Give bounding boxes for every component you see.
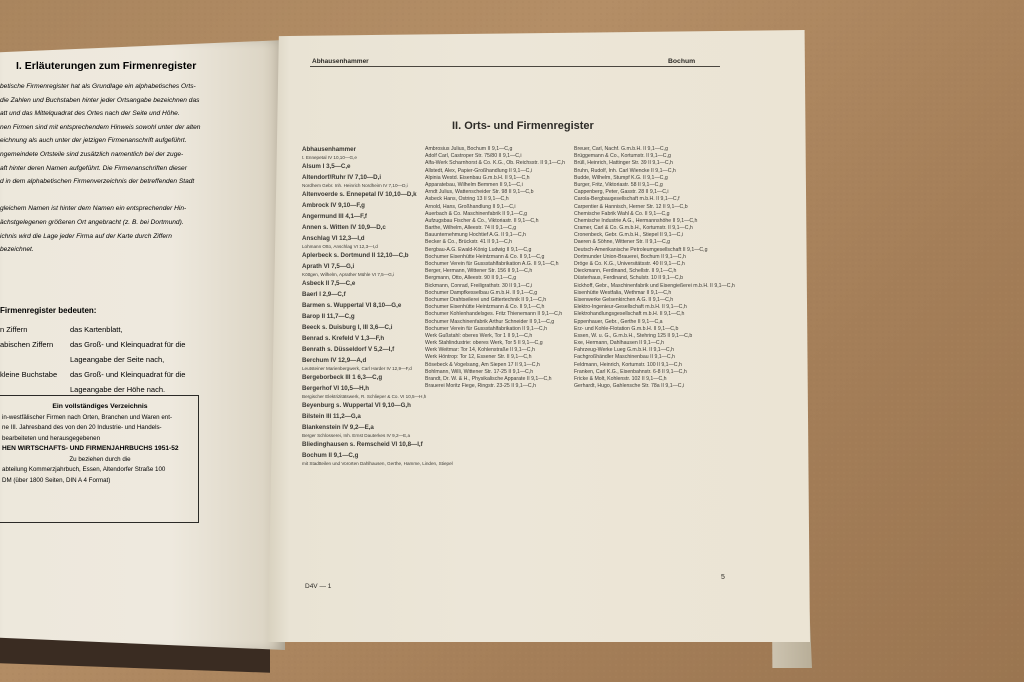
firm-entry: Brandt, Dr. W. & H., Physikalische Apparate II 9,1—C,h [425, 376, 552, 382]
legend-row [0, 352, 280, 367]
place-firm-entry: mit Stadtteilen und Vororten Dahlhausen, Gerthe, Hamme, Linden, Stiepel [302, 461, 453, 466]
place-entry: Aplerbeck s. Dortmund II 12,10—C,b [302, 252, 409, 259]
place-entry: Benrath s. Düsseldorf V 5,2—I,f [302, 346, 395, 353]
place-entry: Angermund III 4,1—F,f [302, 213, 367, 220]
firm-entry: Werk Gußstahl: oberes Werk, Tor 1 II 9,1—C,h [425, 332, 533, 339]
place-firm-entry: Bergischer Elektrizitätswerk, R. Schlieper & Co. VI 10,5—H,h [302, 394, 427, 399]
intro-line: gleichem Namen ist hinter dem Namen ein entsprechender Hin- [0, 205, 187, 213]
notice-yearbook-title: HEN WIRTSCHAFTS- UND FIRMENJAHRBUCHS 1951-52 [2, 445, 179, 452]
notice-line: ne III. Jahresband des von den 20 Industrie- und Handels- [2, 424, 162, 431]
firms-column-a [425, 146, 573, 390]
firm-entry: Breuer, Carl, Nachf. G.m.b.H. II 9,1—C,g [574, 146, 668, 152]
notice-order-line: abteilung Kommerzjahrbuch, Essen, Altendorfer Straße 100 [2, 466, 166, 473]
place-entry: Bergeborbeck III 1 6,3—C,g [302, 374, 383, 381]
firm-entry: Eisenhütte Westfalia, Wethmar II 9,1—C,h [574, 289, 672, 296]
firm-entry: Dröge & Co. K.G., Universitätsstr. 40 II 9,1—C,h [574, 261, 685, 267]
firms-column-b [574, 146, 735, 390]
place-firm-entry: t. Ennepetal IV 10,10—G,e [302, 155, 357, 160]
firm-entry: Arndt Julius, Wattenscheider Str. 98 II 9,1—C,b [425, 189, 534, 196]
register-legend [0, 322, 280, 397]
place-entry: Ambrock IV 9,10—F,g [302, 202, 365, 209]
left-page-intro [0, 80, 272, 257]
firm-entry: Fricke & Molt, Kohlenstr. 102 II 9,1—C,h [574, 376, 667, 382]
notice-line: bearbeiteten und herausgegebenen [2, 434, 101, 442]
intro-line: att und das Mittelquadrat des Ortes nach der Seite und Höhe. [0, 110, 180, 118]
place-firm-entry: Leutsteiner Marienbergwerk, Carl Harder IV 12,9—F,d [302, 366, 412, 371]
left-page-title: I. Erläuterungen zum Firmenregister [16, 60, 197, 72]
place-entry: Bergerhof VI 10,5—H,h [302, 385, 370, 392]
place-firm-entry: Nordhem Gebr. Inh. Heinrich Nordheim IV 7,10—D,i [302, 183, 408, 188]
firm-entry: Bochumer Eisenhütte Heintzmann & Co. II 9,1—C,g [425, 253, 545, 260]
legend-definition: Lageangabe der Seite nach, [70, 355, 165, 364]
place-entry: Berchum IV 12,9—A,d [302, 357, 367, 364]
firm-entry: Bochumer Eisenhütte Heintzmann & Co. II 9,1—C,h [425, 304, 545, 311]
place-entry: Baerl I 2,9—C,f [302, 291, 346, 298]
firm-entry: Chemische Industrie A.G., Hermannshöhe II 9,1—C,h [574, 217, 698, 224]
firm-entry: Bösebeck & Vogelsang, Am Siepen 17 II 9,1—C,h [425, 361, 540, 368]
firm-entry: Franken, Carl K.G., Eisenbahnstr. 6-8 II 9,1—C,h [574, 368, 687, 375]
header-rule [310, 66, 720, 67]
place-entry: Beeck s. Duisburg I, III 3,6—C,i [302, 324, 393, 331]
legend-term [0, 352, 70, 367]
firm-entry: Bochumer Dampfkesselbau G.m.b.H. II 9,1—C,g [425, 289, 538, 296]
firm-entry: Elektro-Ingenieur-Gesellschaft m.b.H. II 9,1—C,h [574, 304, 687, 311]
register-title: II. Orts- und Firmenregister [452, 120, 594, 132]
firm-entry: Allstedt, Alex, Papier-Großhandlung II 9,1—C,i [425, 167, 532, 174]
firm-entry: Carola-Bergbaugesellschaft m.b.H. II 9,1—C,f [574, 196, 680, 203]
notice-order-line: Zu beziehen durch die [69, 455, 131, 463]
intro-line: ichnis wird die Lage jeder Firma auf der Karte durch Ziffern [0, 232, 172, 240]
firm-entry: Brüll, Heinrich, Hattinger Str. 39 II 9,1—C,h [574, 160, 673, 167]
firm-entry: Carpentier & Hannisch, Herner Str. 12 II 9,1—C,b [574, 203, 688, 210]
firm-entry: Düsterhaus, Ferdinand, Schulstr. 10 II 9,1—C,b [574, 275, 683, 282]
firm-entry: Burger, Fritz, Viktoriastr. 58 II 9,1—C,g [574, 181, 663, 188]
firm-entry: Adolf Carl, Castroper Str. 75/80 II 9,1—C,i [425, 153, 522, 160]
firm-entry: Alfa-Werk Scharnhorst & Co. K.G., Ob. Reichsstr. II 9,1—C,h [425, 160, 566, 167]
firm-entry: Eisenwerke Gelsenkirchen A.G. II 9,1—C,h [574, 296, 674, 303]
firm-entry: Bochumer Maschinenfabrik Arthur Schneider II 9,1—C,g [425, 318, 555, 325]
firm-entry: Chemische Fabrik Wahl & Co. II 9,1—C,g [574, 210, 670, 217]
place-entry: Aprath VI 7,5—G,i [302, 263, 355, 270]
firm-entry: Bochumer Verein für Gussstahlfabrikation A.G. II 9,1—C,h [425, 261, 559, 267]
notice-order-line: DM (über 1800 Seiten, DIN A 4 Format) [2, 476, 111, 484]
firm-entry: Werk Stahlindustrie: oberes Werk, Tor 5 II 9,1—C,g [425, 340, 543, 347]
place-entry: Alsum I 3,5—C,e [302, 163, 351, 170]
firm-entry: Werk Höntrop: Tor 12, Essener Str. II 9,1—C,h [425, 354, 532, 361]
notice-title: Ein vollständiges Verzeichnis [52, 403, 148, 410]
firm-entry: Apparatebau, Wilhelm Bemmen II 9,1—C,i [425, 181, 523, 188]
yearbook-notice-box [0, 395, 199, 523]
firm-entry: Barthe, Wilhelm, Alleestr. 74 II 9,1—C,g [425, 225, 517, 232]
place-firm-entry: Lohmann Otto, Anschlag VI 12,3—I,d [302, 244, 378, 249]
firm-entry: Erz- und Kohle-Flotation G.m.b.H. II 9,1—C,b [574, 325, 679, 332]
firm-entry: Eickhoff, Gebr., Maschinenfabrik und Eisengießerei m.b.H. II 9,1—C,h [574, 282, 735, 289]
legend-definition: das Groß- und Kleinquadrat für die [70, 370, 186, 379]
firm-entry: Exe, Hermann, Dahlhausen II 9,1—C,h [574, 340, 664, 347]
place-entry: Anschlag VI 12,3—I,d [302, 235, 365, 242]
legend-row [0, 322, 280, 337]
place-entry: Blankenstein IV 9,2—E,a [302, 424, 374, 431]
firm-entry: Budde, Wilhelm, Stumpf K.G. II 9,1—C,g [574, 174, 668, 181]
place-entry: Beyenburg s. Wuppertal VI 9,10—G,h [302, 402, 411, 409]
intro-line: aft hinter deren Namen aufgeführt. Die Firmenanschriften dieser [0, 164, 187, 172]
place-firm-entry: Köttgen, Wilhelm, Aprather Mühle VI 7,5—G,i [302, 272, 395, 277]
firm-entry: Deutsch-Amerikanische Petroleumgesellschaft II 9,1—C,g [574, 246, 708, 253]
firm-entry: Feldmann, Heinrich, Kortumstr. 100 II 9,1—C,h [574, 361, 682, 368]
firm-entry: Becker & Co., Brückstr. 41 II 9,1—C,h [425, 239, 513, 246]
firm-entry: Bruhn, Rudolf, Inh. Carl Wiencke II 9,1—C,h [574, 167, 676, 174]
firm-entry: Brüggemann & Co., Kortumstr. II 9,1—C,g [574, 153, 671, 160]
place-entry: Annen s. Witten IV 10,9—D,c [302, 224, 386, 231]
notice-line: in-westfälischer Firmen nach Orten, Branchen und Waren ent- [2, 413, 173, 421]
firm-entry: Cappenberg, Peter, Gasstr. 28 II 9,1—C,i [574, 189, 669, 196]
place-entry: Barop II 11,7—C,g [302, 313, 355, 320]
place-entry: Altendorf/Ruhr IV 7,10—D,i [302, 174, 382, 181]
running-header-right: Bochum [668, 58, 696, 65]
firm-entry: Ambrosius Julius, Bochum II 9,1—C,g [425, 146, 513, 152]
place-entry: Abhausenhammer [302, 146, 356, 153]
firm-entry: Essen, W. u. G., G.m.b.H., Stehring 125 II 9,1—C,b [574, 332, 693, 339]
intro-line: eichnung als auch unter der jetzigen Firmenanschrift aufgeführt. [0, 137, 187, 145]
firm-entry: Dortmunder Union-Brauerei, Bochum II 9,1—C,h [574, 253, 686, 260]
legend-row [0, 337, 280, 352]
intro-line: bezeichnet. [0, 246, 34, 254]
place-entry: Asbeck II 7,5—C,e [302, 280, 356, 287]
firm-entry: Elektrohandlungsgesellschaft m.b.H. II 9,1—C,h [574, 311, 685, 318]
intro-line [0, 189, 272, 203]
intro-line: d in dem alphabetischen Firmenverzeichnis der betreffenden Stadt [0, 178, 195, 186]
firm-entry: Bergbau-A.G. Ewald-König Ludwig II 9,1—C,g [425, 246, 532, 253]
places-column [302, 144, 453, 467]
legend-row [0, 367, 280, 382]
intro-line: betische Firmenregister hat als Grundlage ein alphabetisches Orts- [0, 83, 196, 90]
intro-line: die Zahlen und Buchstaben hinter jeder Ortsangabe bezeichnen das [0, 96, 200, 104]
firm-entry: Bochumer Drahtseilerei und Gittertechnik II 9,1—C,h [425, 296, 547, 303]
place-entry: Bliedinghausen s. Remscheid VI 10,8—I,f [302, 441, 423, 448]
legend-term: abischen Ziffern [0, 340, 54, 349]
place-entry: Bochum II 9,1—C,g [302, 452, 359, 459]
firm-entry: Fachgroßhändler Maschinenbau II 9,1—C,h [574, 354, 675, 361]
legend-definition: das Kartenblatt, [70, 325, 123, 334]
place-entry: Altenvoerde s. Ennepetal IV 10,10—D,k [302, 191, 417, 198]
place-entry: Bilstein III 11,2—G,a [302, 413, 361, 420]
place-entry: Benrad s. Krefeld V 1,3—F,h [302, 335, 385, 342]
firm-entry: Bochumer Kohlenhandelsges. Fritz Thienemann II 9,1—C,h [425, 311, 563, 318]
running-header-left: Abhausenhammer [312, 58, 369, 65]
firm-entry: Cramer, Carl & Co. G.m.b.H., Kortumstr. II 9,1—C,h [574, 225, 693, 232]
page-number: 5 [721, 574, 725, 581]
legend-definition: das Groß- und Kleinquadrat für die [70, 340, 186, 349]
intro-line: nen Firmen sind mit entsprechendem Hinweis sowohl unter der alten [0, 123, 201, 131]
firm-entry: Dieckmann, Ferdinand, Schellstr. II 9,1—C,h [574, 268, 677, 275]
firm-entry: Berger, Hermann, Wittener Str. 156 II 9,1—C,h [425, 268, 533, 275]
intro-line: ächstgelegenen größeren Ort angebracht (z. B. bei Dortmund). [0, 218, 184, 226]
legend-definition: Lageangabe der Höhe nach. [70, 385, 166, 394]
place-firm-entry: Berger Schlosserei, Inh. Ernst Dauterkes IV 9,2—E,a [302, 433, 411, 438]
firm-entry: Alpinia Westd. Eisenbau G.m.b.H. II 9,1—C,h [425, 174, 530, 181]
firm-entry: Gerhardt, Hugo, Gahlensche Str. 78a II 9,1—C,i [574, 383, 685, 390]
firm-entry: Bauunternehmung Hochtief A.G. II 9,1—C,h [425, 232, 526, 239]
place-entry: Barmen s. Wuppertal VI 8,10—G,e [302, 302, 402, 309]
firm-entry: Arnold, Hans, Großhandlung II 9,1—C,i [425, 203, 516, 210]
firm-entry: Werk Weitmar: Tor 14, Kohlenstraße II 9,1—C,h [425, 347, 535, 354]
firm-entry: Fahrzeug-Werke Lueg G.m.b.H. II 9,1—C,h [574, 347, 674, 354]
firm-entry: Eppenhauer, Gebr., Gerthe II 9,1—C,a [574, 318, 663, 325]
firm-entry: Brauerei Moritz Fiege, Ringstr. 23-25 II 9,1—C,h [425, 383, 537, 390]
legend-term: kleine Buchstabe [0, 370, 58, 379]
legend-term: n Ziffern [0, 325, 28, 334]
firm-entry: Bickmann, Conrad, Freiligrathstr. 30 II 9,1—C,i [425, 282, 533, 289]
intro-line: ngemeindete Ortsteile sind zusätzlich namentlich bei der zuge- [0, 150, 184, 158]
firm-entry: Auerbach & Co. Maschinenfabrik II 9,1—C,g [425, 210, 528, 217]
page-signature: D4V — 1 [305, 583, 332, 590]
register-legend-heading: Firmenregister bedeuten: [0, 306, 97, 315]
firm-entry: Bohlmann, Willi, Wittener Str. 17-25 II 9,1—C,h [425, 368, 534, 375]
firm-entry: Cronenbeck, Gebr. G.m.b.H., Stiepel II 9,1—C,i [574, 232, 683, 239]
firm-entry: Asbeck Hans, Ostring 13 II 9,1—C,h [425, 196, 509, 203]
firm-entry: Aufzugsbau Fischer & Co., Viktoriastr. II 9,1—C,h [425, 217, 539, 224]
firm-entry: Bochumer Verein für Gussstahlfabrikation II 9,1—C,h [425, 325, 547, 332]
firm-entry: Bergmann, Otto, Alleestr. 90 II 9,1—C,g [425, 275, 517, 282]
firm-entry: Daeren & Söhne, Wittener Str. II 9,1—C,g [574, 239, 671, 246]
